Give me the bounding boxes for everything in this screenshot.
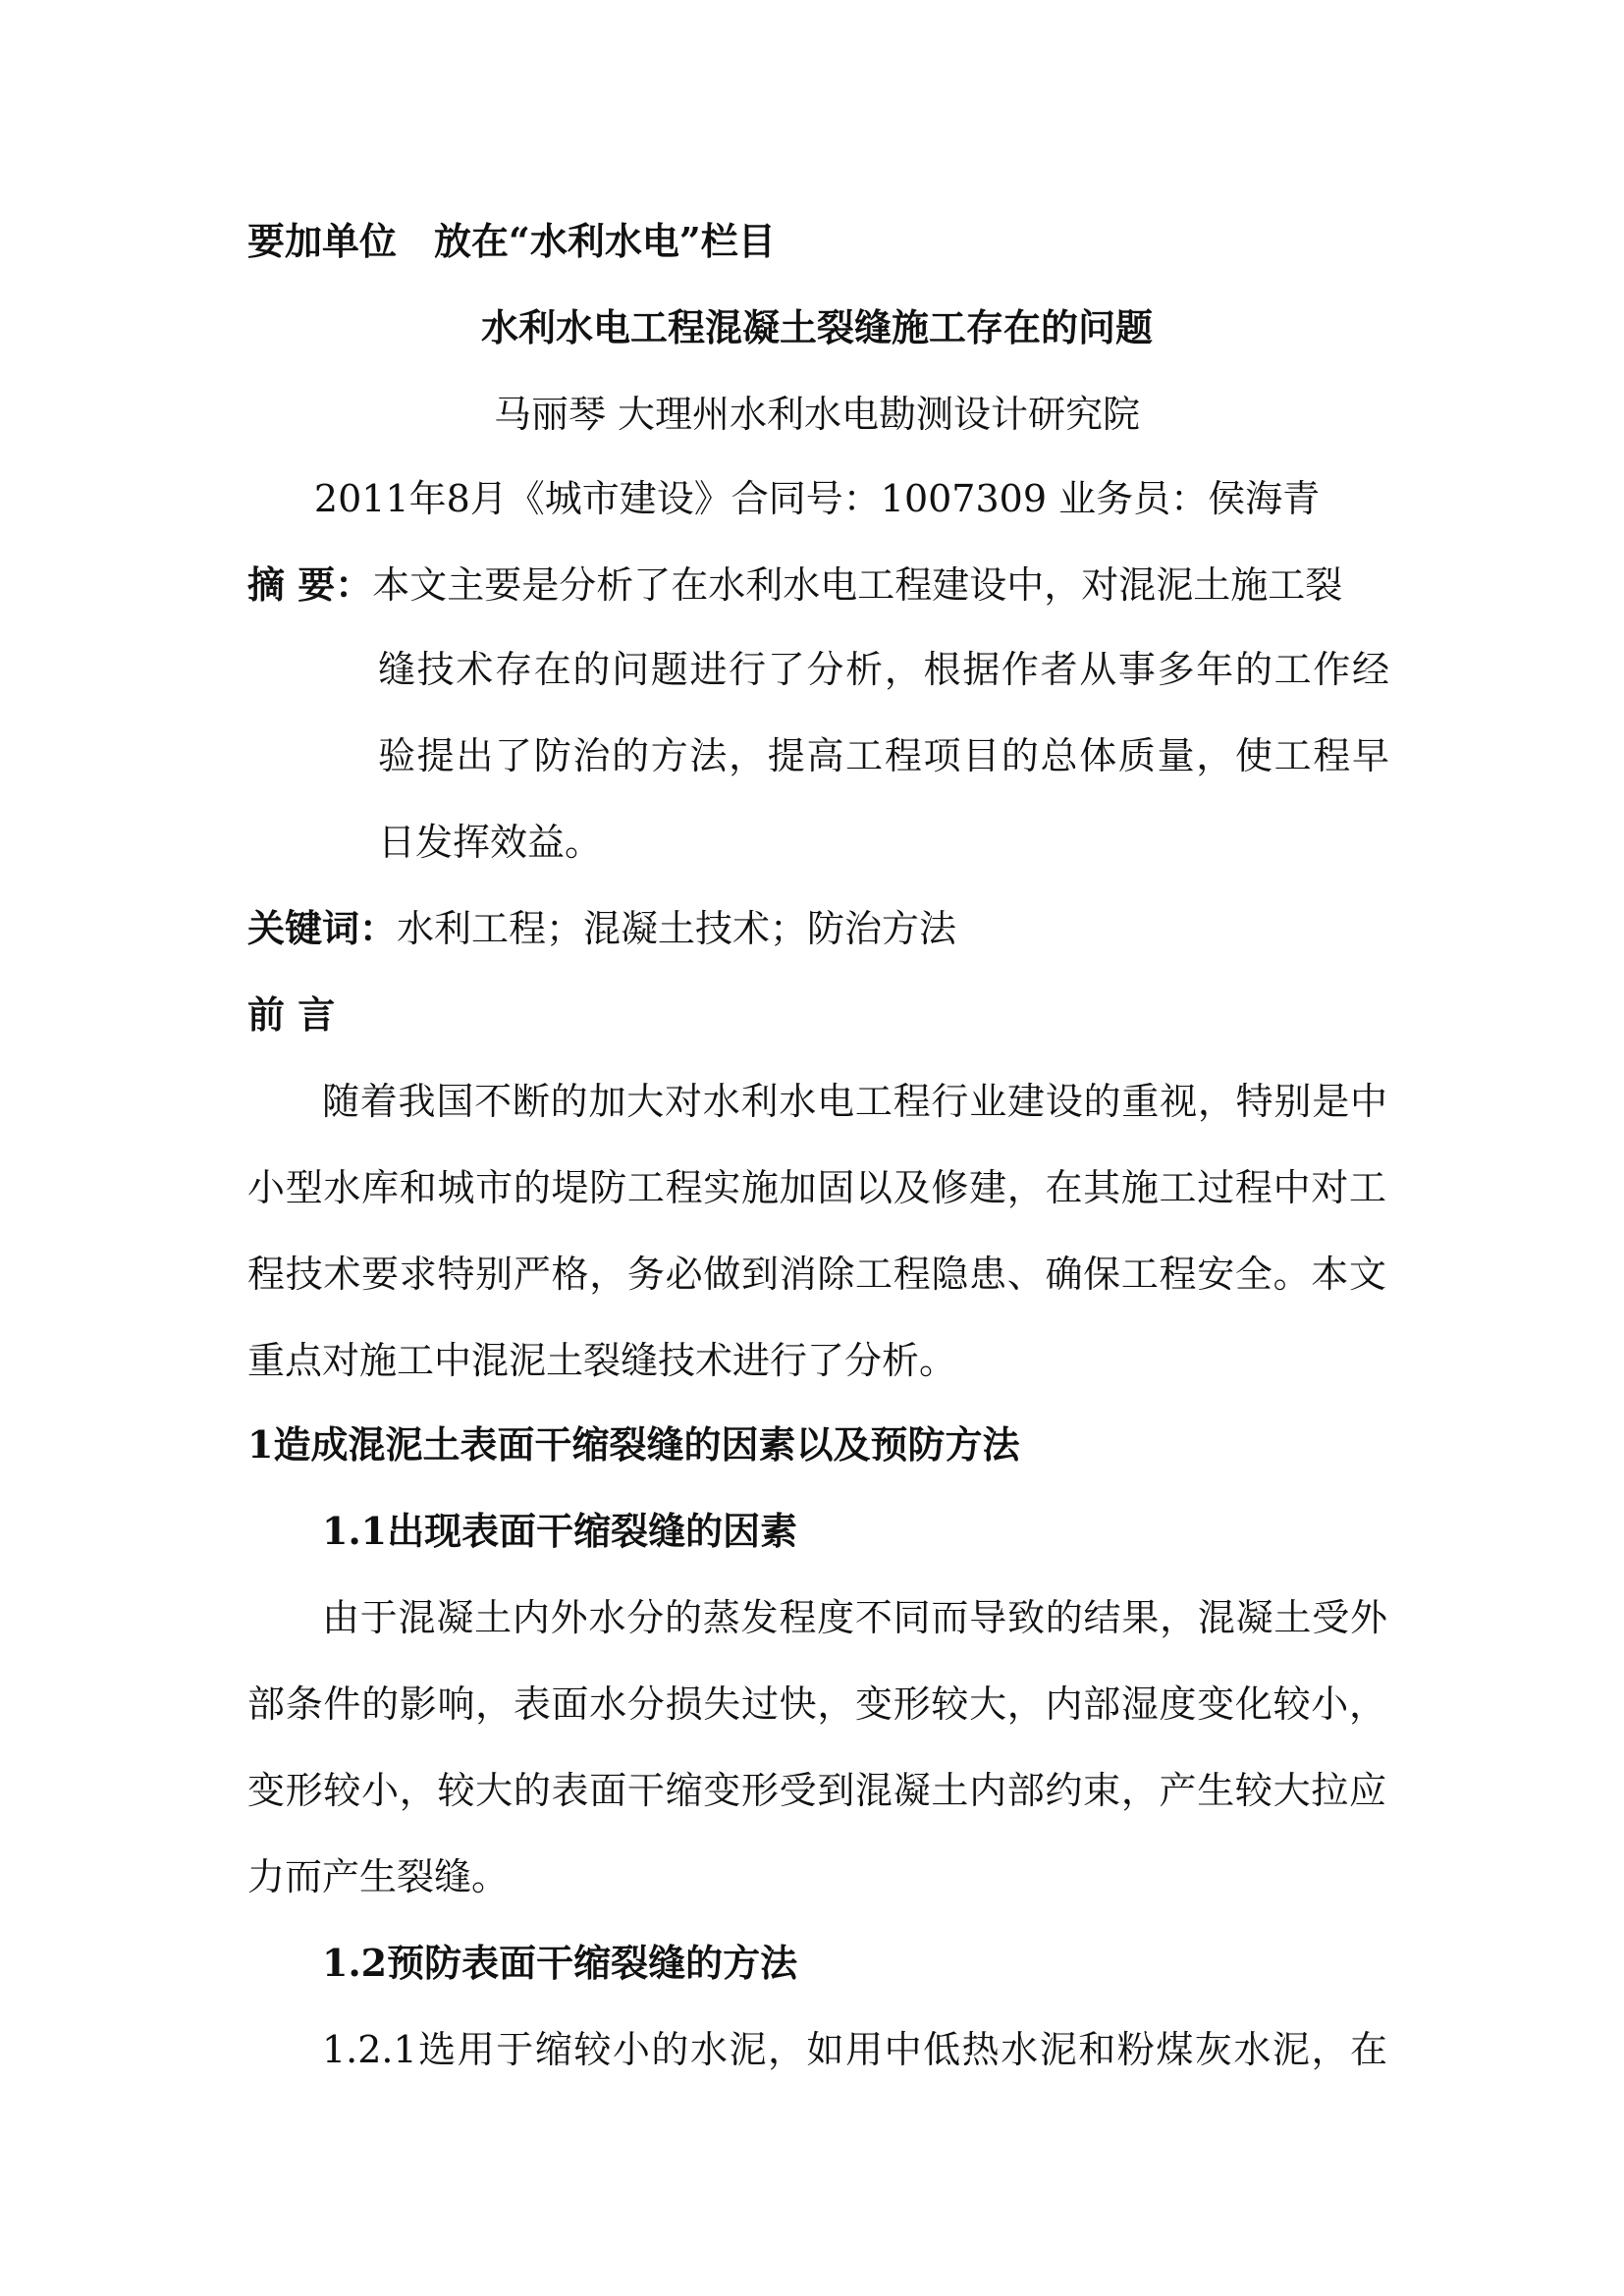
paragraph-line: 重点对施工中混泥土裂缝技术进行了分析。 — [247, 1339, 957, 1382]
author-line: 马丽琴 大理州水利水电勘测设计研究院 — [493, 393, 1141, 436]
paragraph-line: 由于混凝土内外水分的蒸发程度不同而导致的结果，混凝土受外 — [322, 1596, 1387, 1639]
header-note: 要加单位 放在“水利水电”栏目 — [247, 219, 776, 263]
subsection-heading: 1.2预防表面干缩裂缝的方法 — [322, 1941, 798, 1985]
abstract-line: 缝技术存在的问题进行了分析，根据作者从事多年的工作经 — [378, 648, 1389, 691]
publication-line: 2011年8月《城市建设》合同号：1007309 业务员：侯海青 — [313, 477, 1321, 520]
abstract-first-line — [247, 558, 1386, 613]
abstract-line: 验提出了防治的方法，提高工程项目的总体质量，使工程早 — [378, 734, 1389, 777]
preface-heading: 前 言 — [247, 992, 336, 1037]
document-title: 水利水电工程混凝土裂缝施工存在的问题 — [480, 305, 1153, 349]
paragraph-line: 变形较小，较大的表面干缩变形受到混凝土内部约束，产生较大拉应 — [247, 1769, 1386, 1812]
keywords-label: 关键词： — [247, 906, 398, 950]
paragraph-line: 小型水库和城市的堤防工程实施加固以及修建，在其施工过程中对工 — [247, 1166, 1386, 1209]
abstract-label: 摘 要： — [247, 562, 373, 607]
subsection-heading: 1.1出现表面干缩裂缝的因素 — [322, 1509, 798, 1553]
paragraph-line: 随着我国不断的加大对水利水电工程行业建设的重视，特别是中 — [322, 1080, 1387, 1123]
paragraph-line: 程技术要求特别严格，务必做到消除工程隐患、确保工程安全。本文 — [247, 1253, 1386, 1296]
keywords-text: 水利工程；混凝土技术；防治方法 — [397, 907, 957, 950]
paragraph-line: 1.2.1选用于缩较小的水泥，如用中低热水泥和粉煤灰水泥，在 — [322, 2028, 1387, 2071]
section-heading: 1造成混泥土表面干缩裂缝的因素以及预防方法 — [247, 1422, 1020, 1467]
keywords-line — [247, 901, 1386, 956]
paragraph-line: 力而产生裂缝。 — [247, 1855, 510, 1898]
abstract-line: 本文主要是分析了在水利水电工程建设中，对混泥土施工裂 — [372, 563, 1343, 607]
paragraph-line: 部条件的影响，表面水分损失过快，变形较大，内部湿度变化较小， — [247, 1682, 1386, 1726]
abstract-line: 日发挥效益。 — [378, 821, 603, 864]
